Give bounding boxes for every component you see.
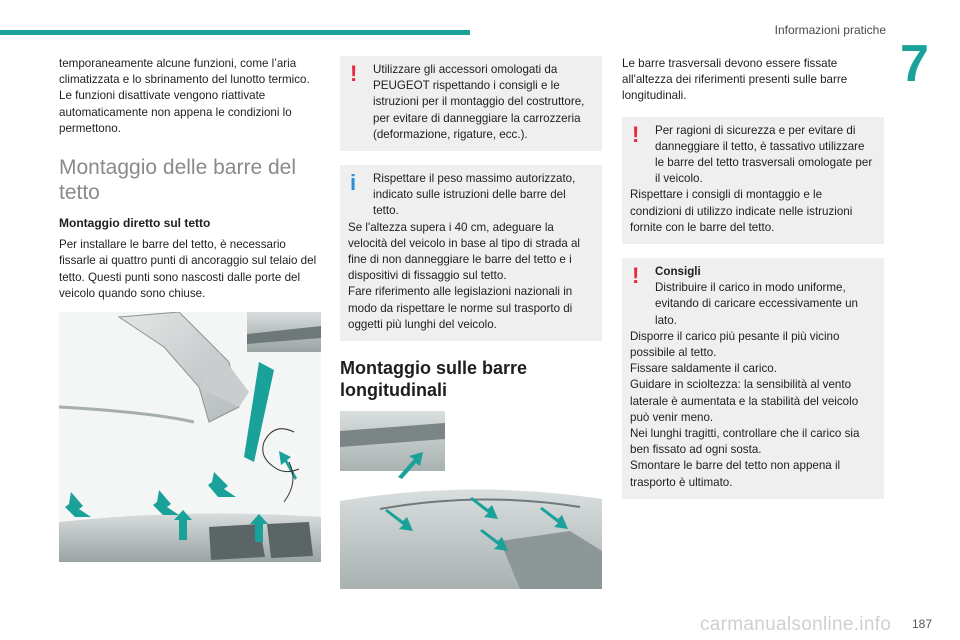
advice-line-4: Guidare in scioltezza: la sensibilità al vento laterale è aumentata e la stabilità del veicolo può venir meno. bbox=[630, 378, 859, 424]
warning-note-safety bbox=[622, 117, 884, 244]
advice-line-6: Smontare le barre del tetto non appena il trasporto è ultimato. bbox=[630, 459, 841, 489]
advice-line-2: Disporre il carico più pesante il più vicino possibile al tetto. bbox=[630, 329, 840, 360]
header-accent-bar bbox=[0, 30, 470, 35]
subheading-direct-mount: Montaggio diretto sul tetto bbox=[59, 216, 211, 231]
info-legislation-text: Fare riferimento alle legislazioni nazionali in modo da rispettare le norme sul trasporto di oggetti più lunghi del veicolo. bbox=[348, 285, 573, 331]
info-icon: i bbox=[350, 170, 357, 196]
watermark: carmanualsonline.info bbox=[700, 614, 892, 635]
advice-line-3: Fissare saldamente il carico. bbox=[630, 362, 777, 376]
info-height-text: Se l'altezza supera i 40 cm, adeguare la velocità del veicolo in base al tipo di strada al fine di non danneggiare le barre del tetto e i dispositivi di fissaggio sul tetto. bbox=[348, 220, 581, 283]
warning-accessories-text: Utilizzare gli accessori omologati da PEUGEOT rispettando i consigli e le istruzioni per il montaggio del costruttore, per evitare di danneggiare la carrozzeria (deformazione, rigature, ecc.). bbox=[373, 63, 585, 141]
section-heading-longitudinal: Montaggio sulle barre longitudinali bbox=[340, 358, 528, 401]
header-section-title: Informazioni pratiche bbox=[774, 23, 886, 37]
col1-intro: temporaneamente alcune funzioni, come l’aria climatizzata e lo sbrinamento del lunotto termico. Le funzioni disattivate vengono riattivate automaticamente non appena le condizioni lo permettono. bbox=[59, 57, 310, 135]
info-note-weight bbox=[340, 165, 602, 341]
advice-line-5: Nei lunghi tragitti, controllare che il carico sia ben fissato ad ogni sosta. bbox=[630, 427, 860, 457]
info-weight-text: Rispettare il peso massimo autorizzato, indicato sulle istruzioni delle barre del tetto. bbox=[373, 172, 576, 218]
col3-intro: Le barre trasversali devono essere fissate all'altezza dei riferimenti presenti sulle barre longitudinali. bbox=[622, 57, 848, 103]
illustration-longitudinal-bars bbox=[340, 411, 602, 589]
warning-note-accessories bbox=[340, 56, 602, 151]
section-heading-roof-bars: Montaggio delle barre del tetto bbox=[59, 156, 296, 205]
warning-icon: ! bbox=[632, 263, 640, 289]
advice-title: Consigli bbox=[655, 265, 701, 279]
column-2 bbox=[340, 56, 602, 589]
chapter-number: 7 bbox=[900, 35, 929, 93]
warning-icon: ! bbox=[350, 61, 358, 86]
figure-roof-anchor bbox=[59, 312, 321, 562]
advice-line-1: Distribuire il carico in modo uniforme, evitando di caricare eccessivamente un lato. bbox=[655, 281, 858, 327]
column-1 bbox=[59, 56, 321, 562]
warning-instructions-text: Rispettare i consigli di montaggio e le condizioni di utilizzo indicate nelle istruzioni fornite con le barre del tetto. bbox=[630, 188, 853, 234]
warning-icon: ! bbox=[632, 121, 640, 147]
column-3 bbox=[622, 56, 884, 513]
warning-note-advice bbox=[622, 258, 884, 499]
warning-safety-text: Per ragioni di sicurezza e per evitare di danneggiare il tetto, è tassativo utilizzare le barre del tetto trasversali omologate per il veicolo. bbox=[655, 123, 873, 186]
col1-body: Per installare le barre del tetto, è necessario fissarle ai quattro punti di ancoraggio sul telaio del tetto. Questi punti sono nascosti dalle porte del veicolo quando sono chiuse. bbox=[59, 238, 317, 300]
figure-longitudinal-bars bbox=[340, 411, 602, 589]
illustration-roof-anchor bbox=[59, 312, 321, 562]
page-number: 187 bbox=[911, 617, 932, 631]
